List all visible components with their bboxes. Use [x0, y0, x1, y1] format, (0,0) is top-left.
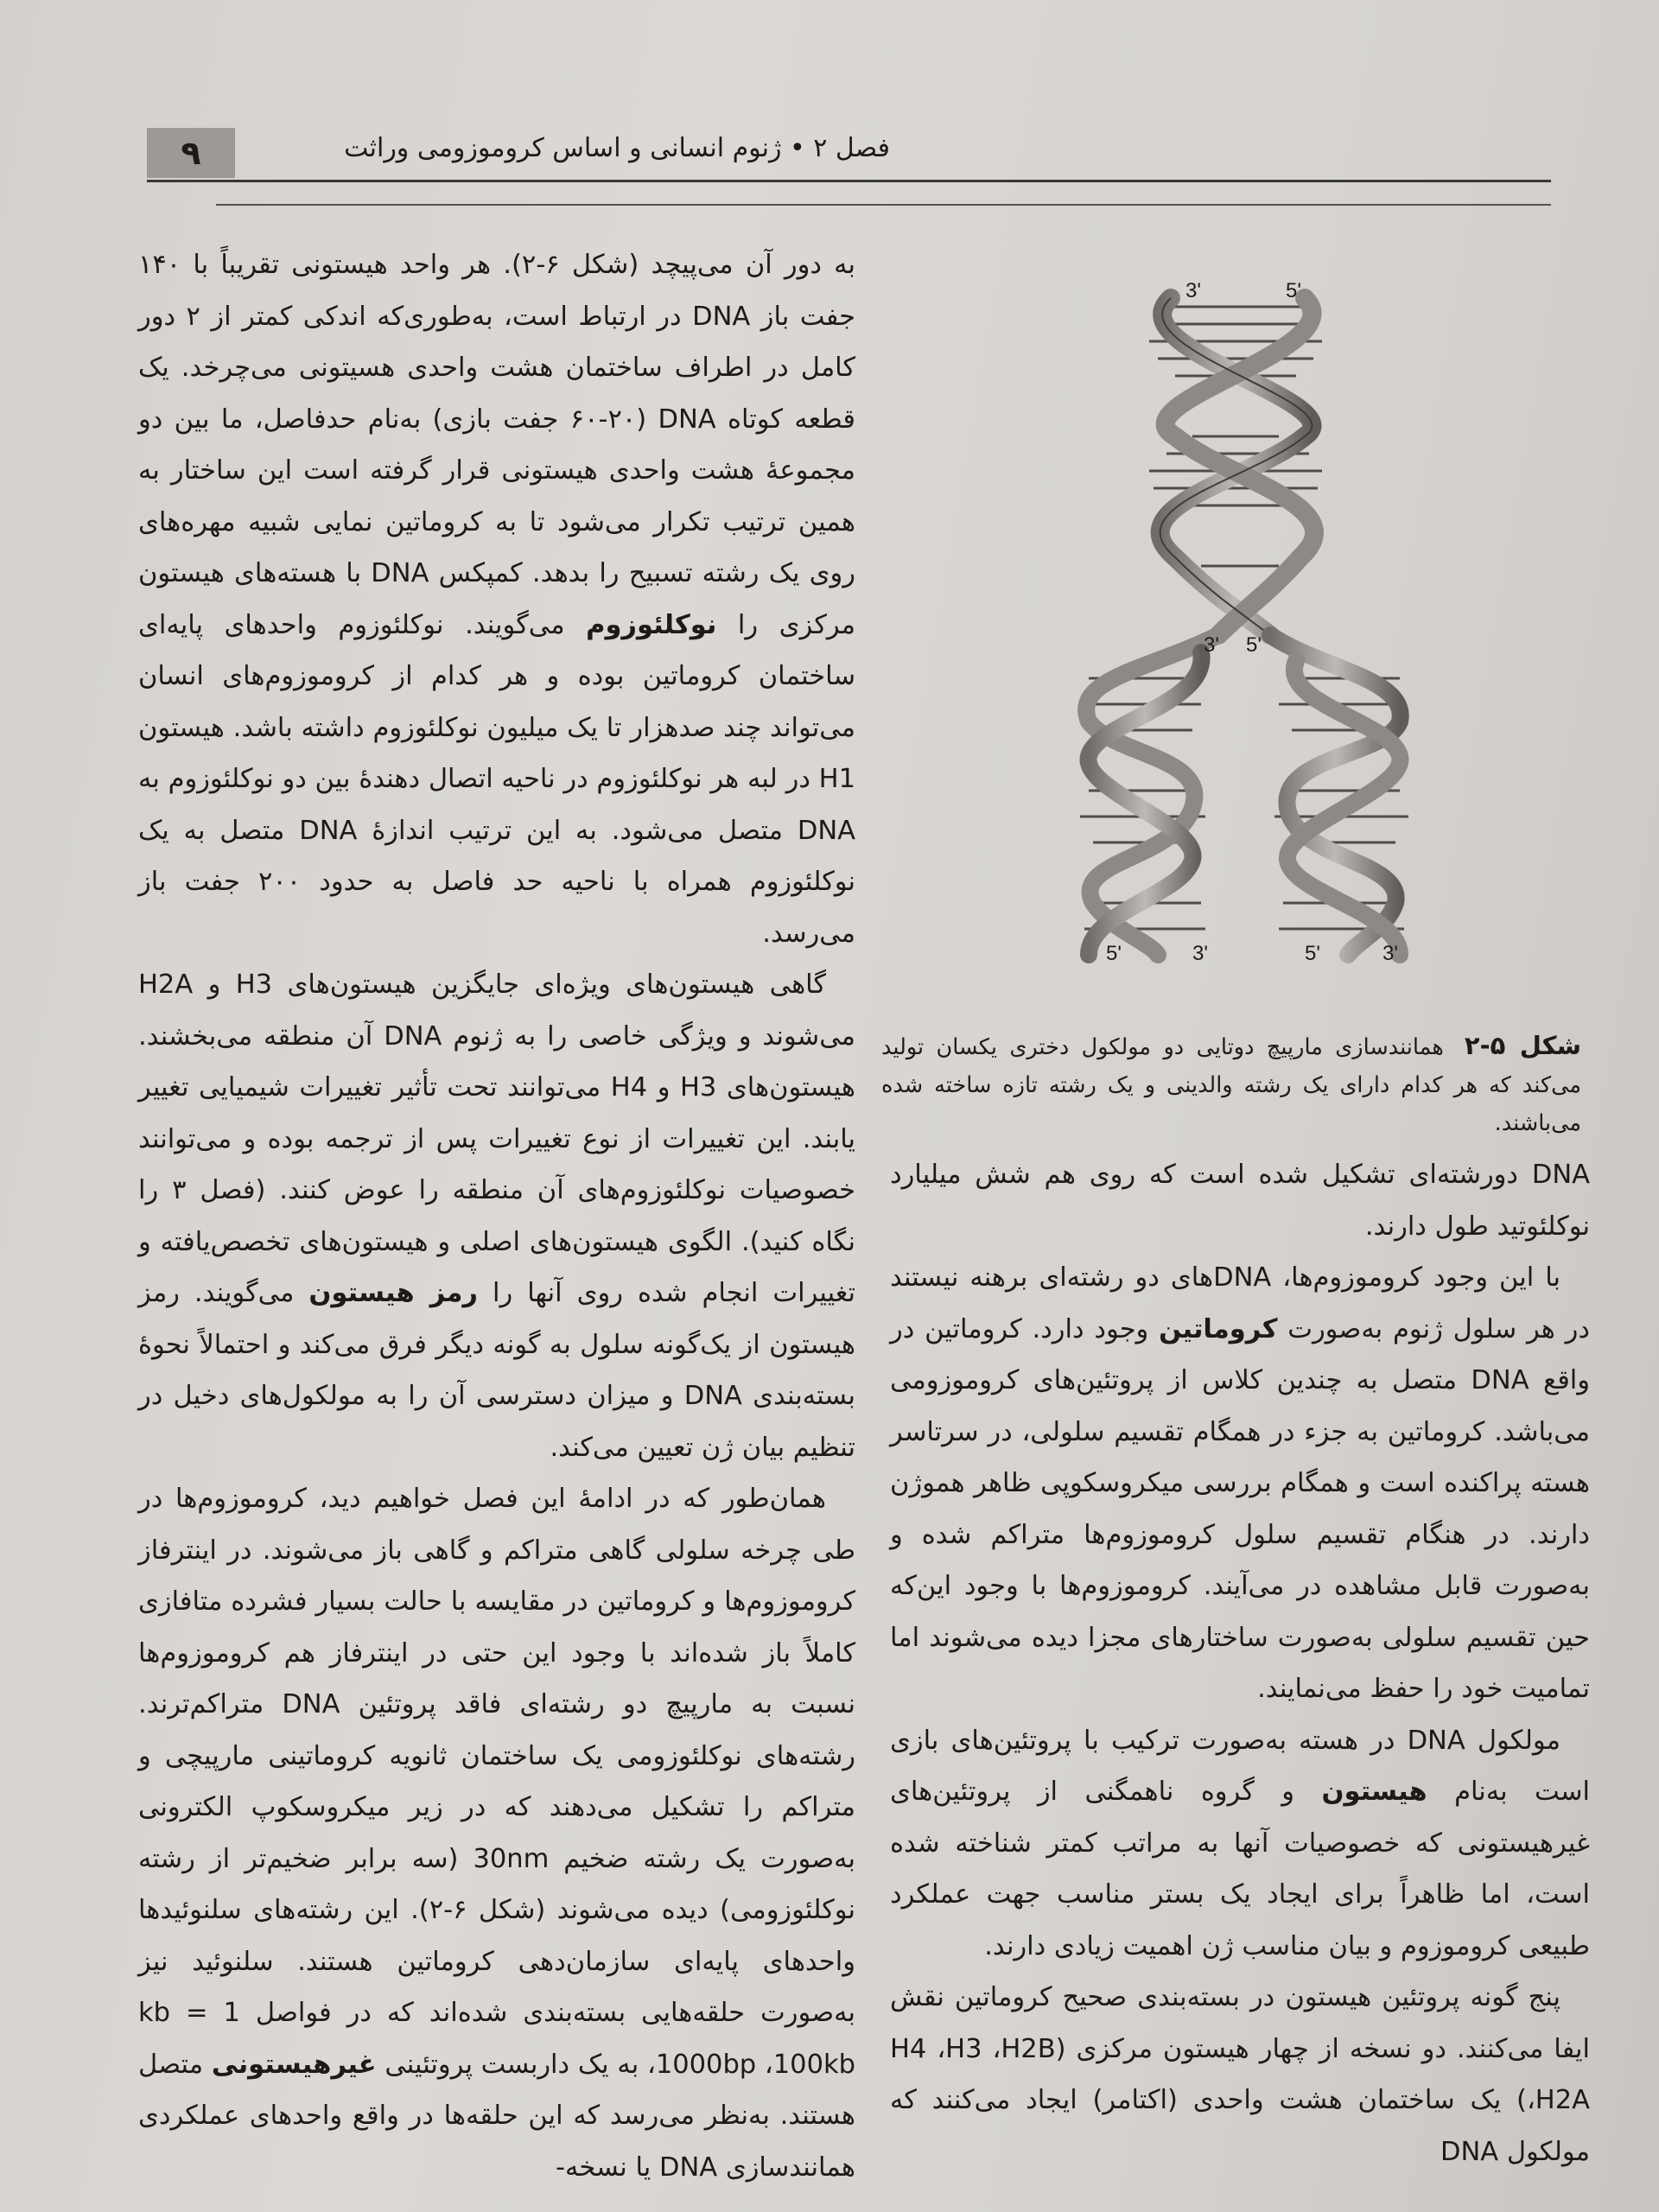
left-daughter-helix	[1080, 635, 1218, 955]
strand-end-label: 5'	[1246, 633, 1262, 657]
strand-end-label: 5'	[1286, 279, 1301, 302]
paragraph: DNA دورشته‌ای تشکیل شده است که روی هم شش میلیارد نوکلئوتید طول دارند.	[890, 1160, 1590, 1242]
paragraph: پنج گونه پروتئین هیستون در بسته‌بندی صحیح کروماتین نقش ایفا می‌کنند. دو نسخه از چهار هیستون مرکزی (H4 ،H3 ،H2B ،H2A) یک ساختمان هشت واحدی (اکتامر) ایجاد می‌کنند که مولکول DNA	[890, 1982, 1590, 2167]
strand-end-label: 3'	[1382, 942, 1398, 965]
paragraph: مولکول DNA در هسته به‌صورت ترکیب با پروتئین‌های بازی است به‌نام هیستون و گروه ناهمگنی از پروتئین‌های غیرهیستونی که خصوصیات آنها به مراتب کمتر شناخته شده است، اما ظاهراً برای ایجاد یک بستر مناسب جهت عملکرد طبیعی کروموزوم و بیان مناسب ژن اهمیت زیادی دارند.	[890, 1725, 1590, 1961]
strand-end-label: 5'	[1106, 942, 1122, 965]
key-term: نوکلئوزوم	[586, 609, 717, 640]
right-daughter-helix	[1270, 635, 1408, 955]
chapter-title	[242, 133, 1551, 176]
header-rule	[147, 180, 1551, 182]
strand-end-label: 3'	[1192, 942, 1208, 965]
chapter-title-text: فصل ۲ • ژنوم انسانی و اساس کروموزومی وراثت	[344, 133, 890, 163]
dna-replication-figure	[1063, 272, 1426, 976]
parent-helix	[1149, 298, 1322, 635]
page-number: ۹	[147, 128, 235, 178]
strand-end-label: 3'	[1185, 279, 1201, 302]
paragraph: همان‌طور که در ادامهٔ این فصل خواهیم دید، کروموزوم‌ها در طی چرخه سلولی گاهی متراکم و گاهی باز می‌شوند. در اینترفاز کروموزوم‌ها و کروماتین در مقایسه با حالت بسیار فشرده متافازی کاملاً باز شده‌اند با وجود این حتی در اینترفاز هم کروموزوم‌ها نسبت به مارپیچ دو رشته‌ای فاقد پروتئین DNA متراکم‌ترند. رشته‌های نوکلئوزومی یک ساختمان ثانویه کروماتینی مارپیچی و متراکم را تشکیل می‌دهند که در زیر میکروسکوپ الکترونی به‌صورت یک رشته ضخیم 30nm (سه برابر ضخیم‌تر از رشته نوکلئوزومی) دیده می‌شوند (شکل ۶-۲). این رشته‌های سلنوئیدها واحدهای پایه‌ای سازمان‌دهی کروماتین هستند. سلنوئید نیز به‌صورت حلقه‌هایی بسته‌بندی شده‌اند که در فواصل 1 kb = 1000bp ،100kb، به یک داربست پروتئینی غیرهیستونی متصل هستند. به‌نظر می‌رسد که این حلقه‌ها در واقع واحدهای عملکردی همانندسازی DNA یا نسخه-	[138, 1484, 856, 2183]
key-term: کروماتین	[1159, 1313, 1278, 1344]
left-text-column	[138, 239, 855, 2193]
strand-end-label: 3'	[1204, 633, 1219, 657]
figure-caption-text: همانندسازی مارپیچ دوتایی دو مولکول دختری یکسان تولید می‌کند که هر کدام دارای یک رشته والدینی و یک رشته تازه ساخته شده می‌باشند.	[881, 1034, 1581, 1136]
figure-number: شکل ۵-۲	[1464, 1031, 1581, 1060]
paragraph: به دور آن می‌پیچد (شکل ۶-۲). هر واحد هیستونی تقریباً با ۱۴۰ جفت باز DNA در ارتباط است، به‌طوری‌که اندکی کمتر از ۲ دور کامل در اطراف ساختمان هشت واحدی هسیتونی می‌چرخد. یک قطعه کوتاه DNA (۶۰-۲۰ جفت بازی) به‌نام حدفاصل، ما بین دو مجموعهٔ هشت واحدی هیستونی قرار گرفته است این ساختار به همین ترتیب تکرار می‌شود تا به کروماتین نمایی شبیه مهره‌های روی یک رشته تسبیح را بدهد. کمپکس DNA با هسته‌های هیستون مرکزی را نوکلئوزوم می‌گویند. نوکلئوزوم واحدهای پایه‌ای ساختمان کروماتین بوده و هر کدام از کروموزوم‌های انسان می‌تواند چند صدهزار تا یک میلیون نوکلئوزوم داشته باشد. هیستون H1 در لبه هر نوکلئوزوم در ناحیه اتصال دهندهٔ بین دو نوکلئوزوم به DNA متصل می‌شود. به این ترتیب اندازهٔ DNA متصل به یک نوکلئوزوم همراه با ناحیه حد فاصل به حدود ۲۰۰ جفت باز می‌رسد.	[138, 250, 856, 949]
figure-caption	[881, 1027, 1581, 1142]
header-rule-secondary	[216, 204, 1551, 206]
running-head	[147, 128, 1551, 181]
key-term: رمز هیستون	[308, 1278, 478, 1308]
key-term: غیرهیستونی	[211, 2049, 377, 2080]
dna-double-helix-illustration	[1063, 272, 1426, 976]
strand-end-label: 5'	[1305, 942, 1320, 965]
paragraph: گاهی هیستون‌های ویژه‌ای جایگزین هیستون‌های H3 و H2A می‌شوند و ویژگی خاصی را به ژنوم DNA آن منطقه می‌بخشند. هیستون‌های H3 و H4 می‌توانند تحت تأثیر تغییرات شیمیایی تغییر یابند. این تغییرات از نوع تغییرات پس از ترجمه بوده و می‌توانند خصوصیات نوکلئوزوم‌های آن منطقه را عوض کنند. (فصل ۳ را نگاه کنید). الگوی هیستون‌های اصلی و هیستون‌های تخصص‌یافته و تغییرات انجام شده روی آنها را رمز هیستون می‌گویند. رمز هیستون از یک‌گونه سلول به گونه دیگر فرق می‌کند و احتمالاً نحوهٔ بسته‌بندی DNA و میزان دسترسی آن را به مولکول‌های دخیل در تنظیم بیان ژن تعیین می‌کند.	[138, 969, 856, 1463]
key-term: هیستون	[1321, 1777, 1427, 1807]
right-text-column	[890, 1149, 1590, 2177]
paragraph: با این وجود کروموزوم‌ها، DNAهای دو رشته‌ای برهنه نیستند در هر سلول ژنوم به‌صورت کروماتین وجود دارد. کروماتین در واقع DNA متصل به چندین کلاس از پروتئین‌های کروموزومی می‌باشد. کروماتین به جزء در همگام تقسیم سلولی، در سرتاسر هسته پراکنده است و همگام بررسی میکروسکوپی ظاهر هموژن دارند. در هنگام تقسیم سلول کروموزوم‌ها متراکم شده و به‌صورت قابل مشاهده در می‌آیند. کروموزوم‌ها با وجود این‌که حین تقسیم سلولی به‌صورت ساختارهای مجزا دیده می‌شوند اما تمامیت خود را حفظ می‌نمایند.	[890, 1262, 1590, 1704]
